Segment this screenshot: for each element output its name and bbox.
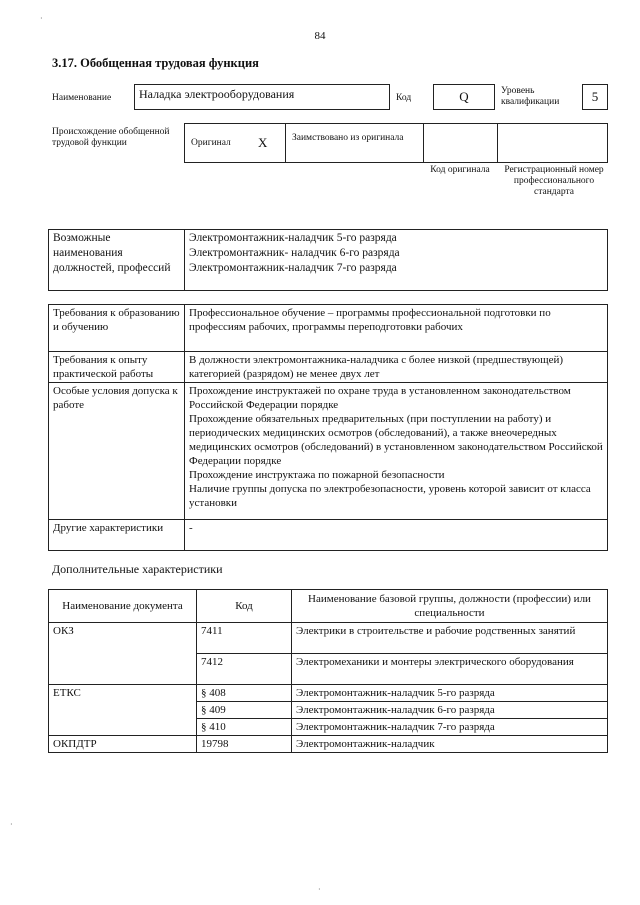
table-row (49, 383, 608, 520)
additional-table (48, 589, 608, 753)
requirement-line: В должности электромонтажника-наладчика с более низкой (предшествующей) категорией (разрядом) не менее двух лет (189, 354, 564, 380)
positions-label: Возможные наименования должностей, профессий (49, 230, 185, 291)
requirements-table (48, 304, 608, 551)
code-cell: 7412 (197, 654, 292, 685)
additional-title: Дополнительные характеристики (52, 562, 223, 576)
scan-mark: · (318, 885, 321, 894)
name-label: Наименование (52, 93, 112, 103)
position-line: Электромонтажник-наладчик 5-го разряда (189, 232, 397, 244)
doc-cell: ОКЗ (49, 623, 197, 685)
other-label: Другие характеристики (49, 520, 185, 551)
table-row (49, 305, 608, 352)
name-cell: Электрики в строительстве и рабочие родственных занятий (292, 623, 608, 654)
code-cell: 19798 (197, 736, 292, 753)
experience-value (185, 352, 608, 383)
position-line: Электромонтажник- наладчик 6-го разряда (189, 247, 400, 259)
borrowed-label: Заимствовано из оригинала (292, 133, 404, 143)
table-row (49, 623, 608, 654)
special-conditions-value (185, 383, 608, 520)
scan-mark: · (10, 820, 13, 829)
function-name-field (134, 84, 390, 110)
code-cell: § 408 (197, 685, 292, 702)
table-row (49, 230, 608, 291)
requirement-line: Прохождение инструктажа по пожарной безопасности (189, 469, 445, 481)
original-mark: X (258, 135, 268, 150)
positions-values (185, 230, 608, 291)
requirement-line: - (189, 522, 193, 534)
origin-divider (497, 123, 498, 163)
education-value (185, 305, 608, 352)
col-doc-header: Наименование документа (49, 590, 197, 623)
table-row (49, 685, 608, 702)
name-cell: Электромонтажник-наладчик (292, 736, 608, 753)
education-label: Требования к образованию и обучению (49, 305, 185, 352)
function-name-value: Наладка электрооборудования (139, 87, 295, 101)
special-conditions-label: Особые условия допуска к работе (49, 383, 185, 520)
code-field (433, 84, 495, 110)
level-value: 5 (591, 89, 599, 104)
level-field (582, 84, 608, 110)
code-cell: § 410 (197, 719, 292, 736)
requirement-line: Наличие группы допуска по электробезопасности, уровень которой зависит от класса установки (189, 483, 591, 509)
position-line: Электромонтажник-наладчик 7-го разряда (189, 262, 397, 274)
origin-divider (423, 123, 424, 163)
experience-label: Требования к опыту практической работы (49, 352, 185, 383)
name-cell: Электромонтажник-наладчик 7-го разряда (292, 719, 608, 736)
table-row (49, 736, 608, 753)
requirement-line: Прохождение инструктажей по охране труда в установленном законодательством Российской Федерации порядке (189, 385, 571, 411)
col-code-header: Код (197, 590, 292, 623)
page-number: 84 (314, 30, 326, 42)
origin-label: Происхождение обобщенной трудовой функции (52, 127, 170, 148)
name-cell: Электромонтажник-наладчик 5-го разряда (292, 685, 608, 702)
code-original-caption: Код оригинала (430, 165, 490, 175)
level-label: Уровень квалификации (501, 86, 560, 107)
code-cell: § 409 (197, 702, 292, 719)
code-value: Q (459, 89, 469, 104)
positions-table (48, 229, 608, 291)
code-cell: 7411 (197, 623, 292, 654)
original-label: Оригинал (191, 138, 231, 148)
requirement-line: Прохождение обязательных предварительных (при поступлении на работу) и периодических медицинских осмотров (обследований), а также внеочередных медицинских осмотров (обследований) в установленном законодательством Российской Федерации порядке (189, 413, 603, 467)
table-header-row (49, 590, 608, 623)
origin-divider (285, 123, 286, 163)
col-name-header: Наименование базовой группы, должности (профессии) или специальности (292, 590, 608, 623)
section-title: 3.17. Обобщенная трудовая функция (52, 56, 259, 70)
name-cell: Электромонтажник-наладчик 6-го разряда (292, 702, 608, 719)
name-cell: Электромеханики и монтеры электрического оборудования (292, 654, 608, 685)
table-row (49, 352, 608, 383)
requirement-line: Профессиональное обучение – программы профессиональной подготовки по профессиям рабочих, программы переподготовки рабочих (189, 307, 551, 333)
table-row (49, 520, 608, 551)
doc-cell: ЕТКС (49, 685, 197, 736)
reg-number-caption: Регистрационный номер профессионального стандарта (504, 165, 604, 197)
other-value (185, 520, 608, 551)
code-label: Код (396, 93, 412, 103)
scan-mark: · (40, 14, 43, 23)
doc-cell: ОКПДТР (49, 736, 197, 753)
